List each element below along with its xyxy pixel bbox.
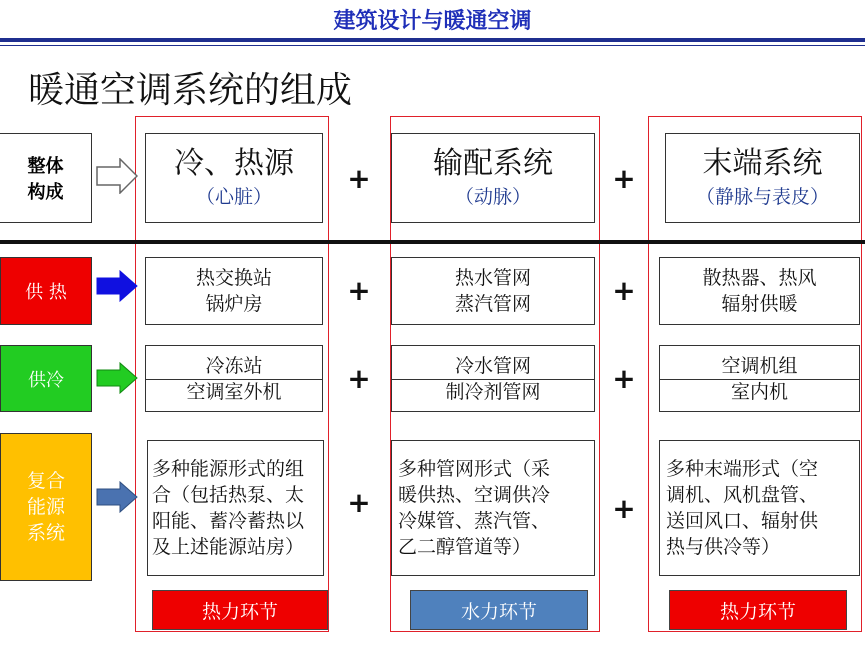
column-head-source-title: 冷、热源 [174, 146, 294, 181]
cell-line: 锅炉房 [205, 293, 263, 315]
cell-line: 阳能、蓄冷蓄热以 [152, 510, 305, 532]
plus-sign: + [347, 362, 371, 395]
column-head-terminal [665, 133, 860, 223]
green-arrow-icon [96, 362, 138, 394]
overall-label-line1: 整体 [27, 156, 64, 177]
column-head-terminal-subtitle: （静脉与表皮） [695, 186, 829, 208]
cell-line: 室内机 [730, 380, 788, 403]
cell-line: 蒸汽管网 [454, 293, 531, 315]
column-head-distribution-subtitle: （动脉） [454, 186, 531, 208]
hollow-arrow-icon [96, 158, 138, 194]
cell-line: 冷冻站 [205, 354, 263, 377]
cell-line: 冷媒管、蒸汽管、 [398, 510, 551, 532]
cell-line: 冷水管网 [454, 354, 531, 377]
page-title: 暖通空调系统的组成 [28, 70, 353, 111]
plus-sign: + [612, 492, 636, 525]
composite-label-line3: 系统 [26, 522, 65, 544]
plus-sign: + [612, 162, 636, 195]
column-head-distribution [391, 133, 595, 223]
cell-line: 热交换站 [195, 267, 272, 289]
tag-thermal-source: 热力环节 [152, 590, 328, 630]
header-title: 建筑设计与暖通空调 [333, 9, 532, 34]
cell-line: 空调室外机 [186, 380, 282, 403]
heating-label [0, 257, 92, 325]
header-divider-thin [0, 45, 865, 46]
composite-source-cell [147, 440, 324, 576]
cell-line: 多种管网形式（采 [398, 458, 551, 480]
column-head-source [145, 133, 323, 223]
overall-label [0, 133, 92, 223]
blue-arrow-icon [96, 270, 138, 302]
cooling-label [0, 345, 92, 412]
heating-label-text: 供 热 [25, 282, 67, 303]
cell-line: 合（包括热泵、太 [152, 484, 305, 506]
cell-line: 多种能源形式的组 [152, 458, 305, 480]
cell-line: 制冷剂管网 [445, 380, 541, 403]
cell-line: 暖供热、空调供冷 [398, 484, 551, 506]
column-head-source-subtitle: （心脏） [195, 186, 272, 208]
section-divider [0, 240, 865, 244]
cooling-distribution-cell [391, 345, 595, 412]
plus-sign: + [347, 274, 371, 307]
cell-line: 辐射供暖 [721, 293, 798, 315]
plus-sign: + [612, 274, 636, 307]
cooling-label-text: 供冷 [28, 369, 64, 391]
heating-terminal-cell [659, 257, 860, 325]
composite-label-line2: 能源 [26, 496, 65, 518]
heating-source-cell [145, 257, 323, 325]
composite-terminal-cell [659, 440, 860, 576]
composite-label [0, 433, 92, 581]
cell-line: 空调机组 [721, 354, 798, 377]
cell-line: 乙二醇管道等） [398, 536, 532, 558]
cooling-terminal-cell [659, 345, 860, 412]
tag-hydraulic: 水力环节 [410, 590, 588, 630]
plus-sign: + [612, 362, 636, 395]
steel-blue-arrow-icon [96, 481, 138, 513]
cell-line: 散热器、热风 [702, 267, 817, 289]
cell-line: 多种末端形式（空 [666, 458, 819, 480]
overall-label-line2: 构成 [27, 182, 64, 203]
plus-sign: + [347, 486, 371, 519]
cell-line: 及上述能源站房） [152, 536, 305, 558]
composite-distribution-cell [391, 440, 595, 576]
column-head-terminal-title: 末端系统 [702, 146, 823, 181]
heating-distribution-cell [391, 257, 595, 325]
cell-line: 热水管网 [454, 267, 531, 289]
composite-label-line1: 复合 [26, 470, 65, 492]
cell-line: 热与供冷等） [666, 536, 781, 558]
cell-line: 调机、风机盘管、 [666, 484, 819, 506]
cooling-source-cell [145, 345, 323, 412]
column-head-distribution-title: 输配系统 [433, 146, 553, 181]
header-divider [0, 38, 865, 42]
tag-thermal-terminal: 热力环节 [669, 590, 847, 630]
plus-sign: + [347, 162, 371, 195]
cell-line: 送回风口、辐射供 [666, 510, 819, 532]
